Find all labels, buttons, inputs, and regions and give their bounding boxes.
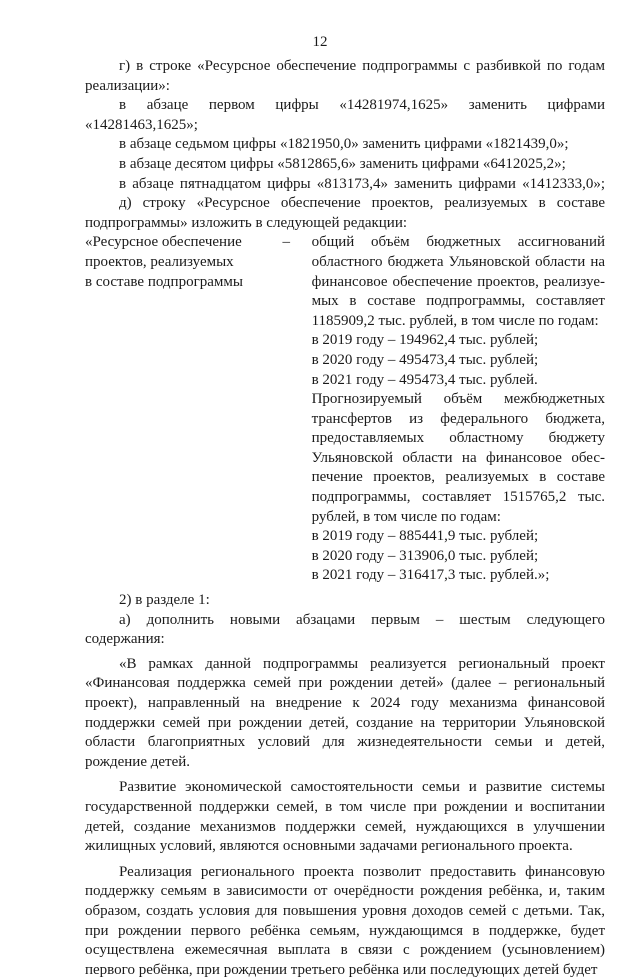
document-body bbox=[85, 57, 605, 980]
inserted-paragraphs bbox=[85, 655, 605, 980]
text-line: в абзаце пятнадцатом цифры «813173,4» заменить цифрами «1412333,0»; bbox=[119, 175, 605, 192]
row-label-line: в составе подпрограммы bbox=[85, 273, 243, 290]
row-value-line: предоставляемых областному бюджету bbox=[311, 430, 605, 447]
text-line: а) дополнить новыми абзацами первым – шестым следующего bbox=[119, 611, 605, 628]
page-number: 12 bbox=[312, 34, 328, 50]
text-line: в абзаце седьмом цифры «1821950,0» заменить цифрами «1821439,0»; bbox=[119, 136, 569, 153]
row-value-line: печение проектов, реализуемых в составе bbox=[311, 469, 605, 486]
row-value-line: в 2019 году – 885441,9 тыс. рублей; bbox=[311, 528, 539, 545]
text-line: содержания: bbox=[85, 631, 165, 648]
text-line: подпрограммы» изложить в следующей редакции: bbox=[85, 214, 408, 231]
text-line: реализации»: bbox=[85, 77, 170, 94]
resource-row bbox=[85, 233, 605, 586]
text-line: д) строку «Ресурсное обеспечение проектов, реализуемых в составе bbox=[119, 195, 605, 212]
row-label-line: проектов, реализуемых bbox=[85, 253, 234, 270]
row-value-line: рублей, в том числе по годам: bbox=[311, 508, 501, 525]
resource-row-label bbox=[85, 233, 283, 586]
paragraph: Развитие экономической самостоятельности семьи и развитие системы государственной поддержки семей, в том числе при рождении и воспитании детей, создание механизмов поддержки семей, нуждающихся в улучшении жилищных условий, являются основными задачами регионального проекта. bbox=[85, 779, 605, 855]
row-value-line: в 2020 году – 313906,0 тыс. рублей; bbox=[311, 547, 539, 564]
row-value-line: Ульяновской области на финансовое обес- bbox=[311, 449, 605, 466]
row-value-line: трансфертов из федерального бюджета, bbox=[311, 410, 605, 427]
row-value-line: общий объём бюджетных ассигнований bbox=[311, 234, 605, 251]
resource-row-value bbox=[312, 233, 605, 586]
paragraph: Реализация регионального проекта позволит предоставить финансовую поддержку семьям в зависимости от очерёдности рождения ребёнка, и, таким образом, создать условия для повышения уровня доходов семей с детьми. Так, при рождении первого ребёнка семьям, нуждающимся в поддержке, будет осуществлена ежемесячная выплата в связи с рождением (усыновлением) первого ребёнка, при рождении третьего ребёнка или последующих детей будет bbox=[85, 863, 605, 978]
row-value-line: мых в составе подпрограммы, составляет bbox=[311, 293, 605, 310]
amendment-list-section-1 bbox=[85, 591, 605, 650]
row-value-line: в 2019 году – 194962,4 тыс. рублей; bbox=[311, 332, 539, 349]
text-line: в абзаце первом цифры «14281974,1625» заменить цифрами bbox=[119, 97, 605, 114]
row-value-line: в 2020 году – 495473,4 тыс. рублей; bbox=[311, 351, 539, 368]
text-line: г) в строке «Ресурсное обеспечение подпрограммы с разбивкой по годам bbox=[119, 58, 605, 74]
row-value-line: Прогнозируемый объём межбюджетных bbox=[311, 391, 605, 408]
amendment-list-g-d bbox=[85, 57, 605, 233]
text-line: в абзаце десятом цифры «5812865,6» заменить цифрами «6412025,2»; bbox=[119, 155, 566, 172]
text-line: 2) в разделе 1: bbox=[119, 592, 210, 609]
row-value-line: 1185909,2 тыс. рублей, в том числе по годам: bbox=[311, 312, 599, 329]
row-value-line: в 2021 году – 495473,4 тыс. рублей. bbox=[311, 371, 538, 388]
row-value-line: финансовое обеспечение проектов, реализуе- bbox=[311, 273, 605, 290]
row-label-line: «Ресурсное обеспечение bbox=[85, 234, 242, 251]
text-line: «14281463,1625»; bbox=[85, 116, 198, 133]
row-value-line: областного бюджета Ульяновской области на bbox=[311, 253, 605, 270]
paragraph: «В рамках данной подпрограммы реализуется региональный проект «Финансовая поддержка семей при рождении детей» (далее – региональный проект), направленный на внедрение к 2024 году механизма финансовой поддержки семей при рождении детей, создание на территории Ульяновской области благоприятных условий для жизнедеятельности семьи и детей, рождение детей. bbox=[85, 655, 605, 770]
row-value-line: в 2021 году – 316417,3 тыс. рублей.»; bbox=[311, 567, 550, 584]
row-value-line: подпрограммы, составляет 1515765,2 тыс. bbox=[311, 489, 605, 506]
resource-row-dash: – bbox=[282, 234, 291, 251]
